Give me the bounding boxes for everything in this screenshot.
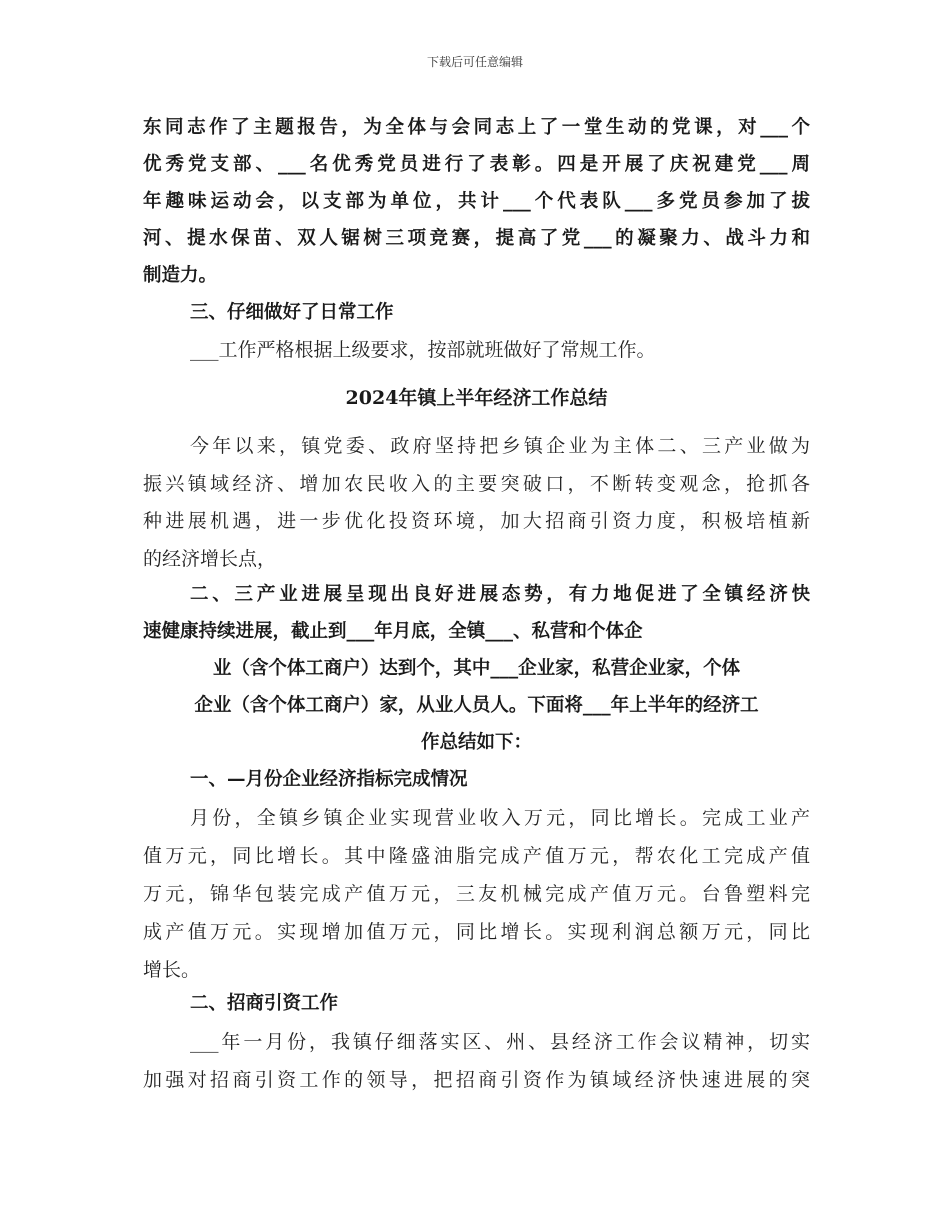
section-heading: 二、招商引资工作 (190, 993, 339, 1014)
document-title: 2024年镇上半年经济工作总结 (345, 387, 608, 409)
paragraph-line: 增长。 (143, 959, 201, 981)
paragraph-line: 值万元，同比增长。其中隆盛油脂完成产值万元，帮农化工完成产值 (143, 845, 810, 867)
paragraph-line: 河、提水保苗、双人锯树三项竞赛，提高了党___的凝聚力、战斗力和 (143, 228, 810, 249)
paragraph-line: 月份，全镇乡镇企业实现营业收入万元，同比增长。完成工业产 (190, 807, 810, 829)
paragraph-line: 业（含个体工商户）达到个，其中___企业家，私营企业家，个体 (212, 658, 741, 679)
paragraph-line: 万元，锦华包装完成产值万元，三友机械完成产值万元。台鲁塑料完 (143, 883, 810, 905)
paragraph-line: 的经济增长点， (143, 548, 277, 570)
paragraph-line: 年趣味运动会，以支部为单位，共计___个代表队___多党员参加了拔 (143, 191, 810, 212)
paragraph-line: 加强对招商引资工作的领导，把招商引资作为镇域经济快速进展的突 (143, 1069, 810, 1091)
section-heading: 一、—月份企业经济指标完成情况 (190, 769, 468, 790)
paragraph-line: 二、三产业进展呈现出良好进展态势，有力地促进了全镇经济快 (190, 584, 810, 605)
paragraph-line: 种进展机遇，进一步优化投资环境，加大招商引资力度，积极培植新 (143, 510, 810, 532)
paragraph-line: 今年以来，镇党委、政府坚持把乡镇企业为主体二、三产业做为 (190, 435, 810, 457)
paragraph-line: 优秀党支部、___名优秀党员进行了表彰。四是开展了庆祝建党___周 (143, 154, 810, 175)
paragraph-line: 企业（含个体工商户）家，从业人员人。下面将___年上半年的经济工 (194, 695, 759, 716)
paragraph-line: 作总结如下： (420, 732, 532, 753)
page-header: 下载后可任意编辑 (426, 55, 523, 69)
paragraph-line: 制造力。 (143, 265, 218, 286)
paragraph-line: 振兴镇域经济、增加农民收入的主要突破口，不断转变观念，抢抓各 (143, 473, 810, 495)
paragraph-line: 成产值万元。实现增加值万元，同比增长。实现利润总额万元，同比 (143, 921, 810, 943)
paragraph-line: ___工作严格根据上级要求，按部就班做好了常规工作。 (190, 339, 656, 361)
section-heading: 三、仔细做好了日常工作 (190, 302, 394, 323)
paragraph-line: 东同志作了主题报告，为全体与会同志上了一堂生动的党课，对___个 (143, 117, 810, 138)
paragraph-line: ___年一月份，我镇仔细落实区、州、县经济工作会议精神，切实 (190, 1031, 810, 1053)
paragraph-line: 速健康持续进展，截止到___年月底，全镇___、私营和个体企 (143, 621, 643, 642)
